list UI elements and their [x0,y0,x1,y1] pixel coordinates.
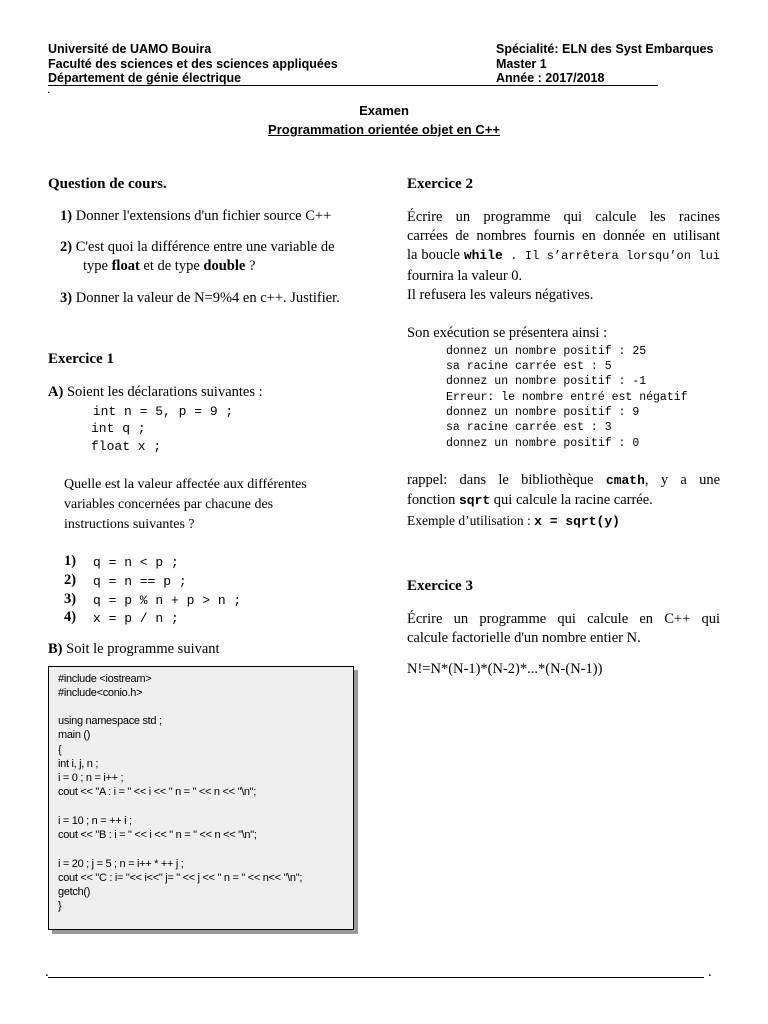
code-line: #include<conio.h> [58,687,143,699]
exercise-2-line-2: carrées de nombres fournis en donnée en utilisant [407,228,720,244]
sqrt-keyword: sqrt [458,493,491,508]
exercise-2-line-5: Il refusera les valeurs négatives. [407,287,594,303]
double-keyword: double [203,258,246,274]
exercise-2-line-1: Écrire un programme qui calcule les racines [407,209,720,225]
part-b-label: B) [48,641,63,657]
execution-output-line: donnez un nombre positif : 0 [446,437,640,450]
code-line: i = 10 ; n = ++ i ; [58,815,132,827]
execution-output-line: donnez un nombre positif : -1 [446,375,647,388]
instruction-4: x = p / n ; [93,611,179,626]
question-1-number: 1) [60,208,73,224]
cmath-keyword: cmath [605,473,645,488]
reminder-line-1 [407,471,720,490]
instruction-1-number: 1) [64,553,77,569]
reminder-prefix: rappel: dans le bibliothèque [407,472,606,488]
footer-left-dot: . [45,964,49,980]
part-a-text: Soient les déclarations suivantes : [63,384,263,400]
department-name: Département de génie électrique [48,71,242,85]
exercise-3-line-1: Écrire un programme qui calcule en C++ qui [407,611,720,627]
level: Master 1 [496,57,547,71]
execution-output-line: sa racine carrée est : 3 [446,421,612,434]
reminder-line-2 [407,491,653,510]
header-rule [48,85,658,86]
footer-right-dot: . [708,964,712,980]
declaration-line-1: int n = 5, p = 9 ; [85,404,234,419]
factorial-formula: N!=N*(N-1)*(N-2)*...*(N-(N-1)) [407,661,603,677]
question-3-number: 3) [60,290,73,306]
exam-subject: Programmation orientée objet en C++ [268,122,500,137]
code-line: #include <iostream> [58,673,152,685]
float-keyword: float [111,258,140,274]
question-2 [60,238,335,257]
university-name: Université de UAMO Bouira [48,42,212,56]
exercise-1-part-a [48,383,263,402]
while-suffix: . Il s’arrêtera lorsqu’on lui [502,249,720,263]
sqrt-example-code: x = sqrt(y) [534,514,620,529]
part-b-text: Soit le programme suivant [62,641,220,657]
course-questions-heading: Question de cours. [48,176,167,192]
header-dot: . [47,82,51,96]
exercise-2-line-3 [407,246,720,266]
declaration-line-3: float x ; [91,439,162,454]
code-line: { [58,744,62,756]
exercise-2-heading: Exercice 2 [407,176,473,192]
exercise-1-question-line-3: instructions suivantes ? [64,517,195,532]
function-prefix: fonction [407,492,459,508]
exercise-1-part-b [48,640,220,659]
code-line: cout << "C : i= "<< i<<" j= " << j << " n = " << n<< "\n"; [58,872,303,884]
execution-output-line: donnez un nombre positif : 25 [446,345,647,358]
exam-title: Examen [359,103,409,118]
code-line: using namespace std ; [58,715,162,727]
academic-year: Année : 2017/2018 [496,71,605,85]
function-suffix: qui calcule la racine carrée. [490,492,653,508]
exercise-3-line-2: calcule factorielle d'un nombre entier N. [407,630,641,646]
execution-intro: Son exécution se présentera ainsi : [407,325,608,341]
while-prefix: la boucle [407,247,464,263]
question-3 [60,289,340,308]
code-line: i = 20 ; j = 5 ; n = i++ * ++ j ; [58,858,184,870]
code-line: main () [58,729,91,741]
execution-output-line: Erreur: le nombre entré est négatif [446,391,688,404]
code-line: int i, j, n ; [58,758,99,770]
part-a-label: A) [48,384,64,400]
question-2-type-prefix: type [83,258,112,274]
instruction-2-number: 2) [64,572,77,588]
instruction-1: q = n < p ; [93,555,179,570]
code-line: } [58,900,62,912]
question-3-text: Donner la valeur de N=9%4 en c++. Justifier. [72,290,340,306]
code-listing-box [48,666,354,930]
usage-prefix: Exemple d’utilisation : [407,513,535,528]
footer-rule [48,977,704,978]
while-keyword: while [463,248,503,263]
question-1-text: Donner l'extensions d'un fichier source C++ [72,208,332,224]
exercise-1-heading: Exercice 1 [48,351,114,367]
instruction-3: q = p % n + p > n ; [93,593,242,608]
instruction-3-number: 3) [64,591,77,607]
reminder-suffix: , y a une [644,472,720,488]
execution-output-line: sa racine carrée est : 5 [446,360,612,373]
faculty-name: Faculté des sciences et des sciences appliquées [48,57,338,71]
execution-output-line: donnez un nombre positif : 9 [446,406,640,419]
question-1 [60,207,331,226]
declaration-line-2: int q ; [91,421,146,436]
question-2-type-suffix: ? [245,258,256,274]
exercise-1-question-line-2: variables concernées par chacune des [64,497,274,512]
code-line: i = 0 ; n = i++ ; [58,772,124,784]
specialty: Spécialité: ELN des Syst Embarques [496,42,714,56]
question-2-type-middle: et de type [139,258,204,274]
code-line: cout << "A : i = " << i << " n = " << n << "\n"; [58,786,257,798]
usage-example [407,511,620,530]
instruction-4-number: 4) [64,609,77,625]
question-2-continued [83,257,255,276]
instruction-2: q = n == p ; [93,574,187,589]
code-line: getch() [58,886,91,898]
question-2-text: C'est quoi la différence entre une variable de [72,239,335,255]
exercise-2-line-4: fournira la valeur 0. [407,268,523,284]
exercise-1-question-line-1: Quelle est la valeur affectée aux différentes [64,477,307,492]
exercise-3-heading: Exercice 3 [407,578,473,594]
code-line: cout << "B : i = " << i << " n = " << n << "\n"; [58,829,257,841]
question-2-number: 2) [60,239,73,255]
